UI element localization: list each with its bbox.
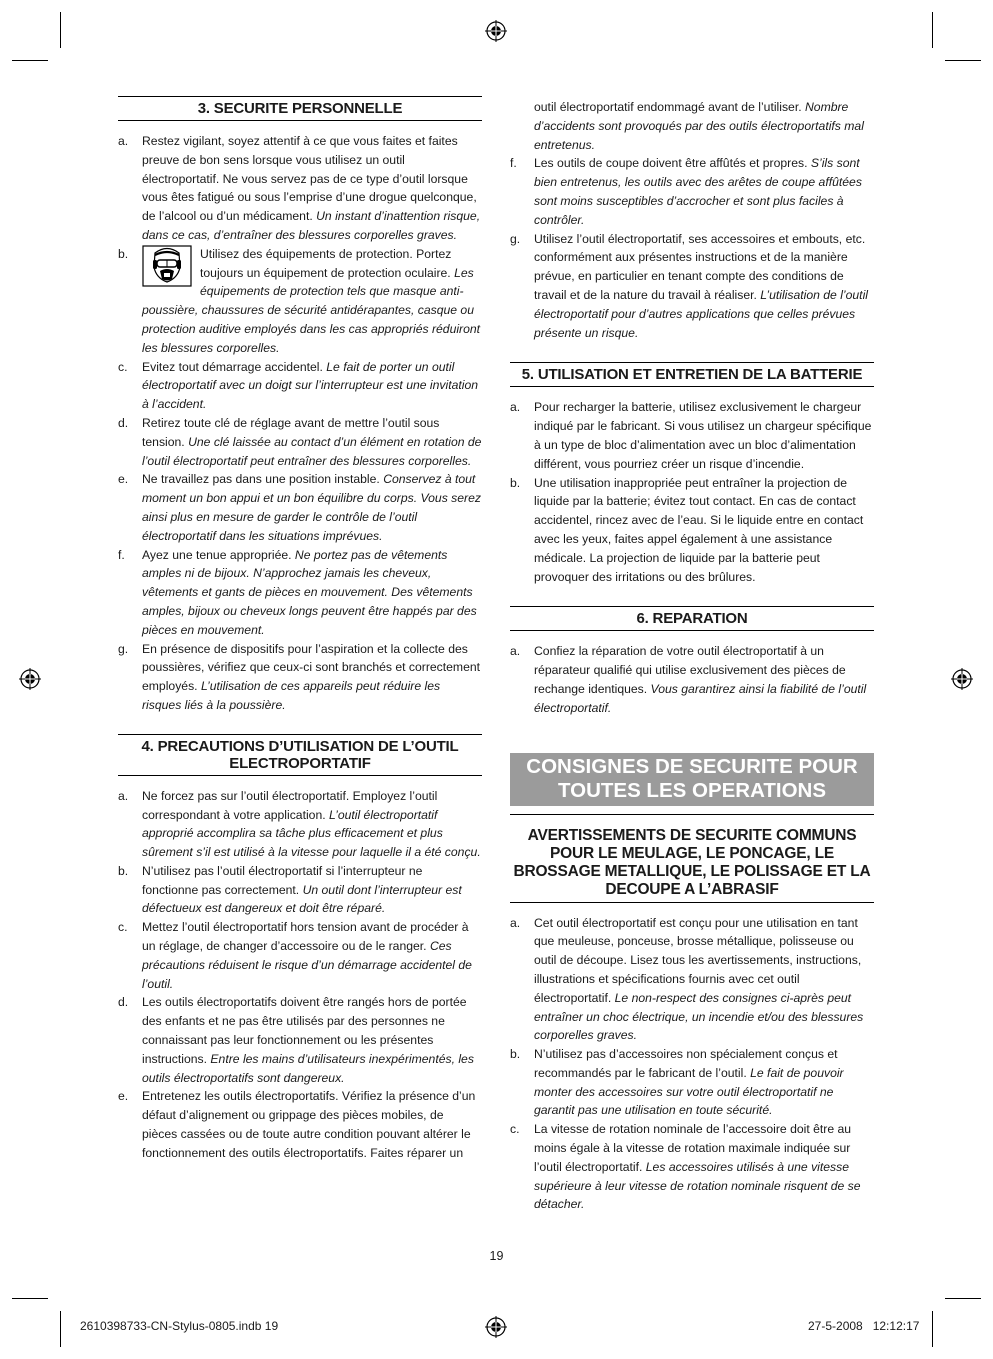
list-item: d. Les outils électroportatifs doivent être rangés hors de portée des enfants et ne pas être utilisés par des personnes ne connaissant pas leur fonctionnement ou les présentes instructions. Entre les mains d’utilisateurs inexpérimentés, les outils électroportatifs sont dangereux.	[118, 995, 474, 1085]
crop-mark-bl-v	[60, 1311, 61, 1347]
section-4-continued-list	[510, 98, 874, 342]
crop-mark-tl-h	[12, 60, 48, 61]
safety-banner: CONSIGNES DE SECURITE POUR TOUTES LES OPERATIONS	[510, 753, 874, 806]
list-item: c. La vitesse de rotation nominale de l’accessoire doit être au moins égale à la vitesse de rotation maximale indiquée sur l’outil électroportatif. Les accessoires utilisés à une vitesse supérieure à leur vitesse de rotation nominale risquent de se détacher.	[510, 1122, 861, 1212]
list-item: a. Confiez la réparation de votre outil électroportatif à un réparateur qualifié qui utilise exclusivement des pièces de rechange identiques. Vous garantirez ainsi la fiabilité de l’outil électroportatif.	[510, 644, 867, 715]
list-item: f. Ayez une tenue appropriée. Ne portez pas de vêtements amples ni de bijoux. N’approchez jamais les cheveux, vêtements et gants de pièces en mouvement. Des vêtements amples, bijoux ou cheveux longs peuvent être happés par des pièces en mouvement.	[118, 547, 477, 637]
common-warnings-heading: AVERTISSEMENTS DE SECURITE COMMUNS POUR LE MEULAGE, LE PONCAGE, LE BROSSAGE METALLIQUE, LE POLISSAGE ET LA DECOUPE A L’ABRASIF	[510, 814, 874, 903]
list-item: e. Ne travaillez pas dans une position instable. Conservez à tout moment un bon appui et un bon équilibre du corps. Vous serez ainsi plus en mesure de garder le contrôle de l’outil électroportatif dans les situations imprévues.	[118, 472, 481, 543]
list-item: g. Utilisez l’outil électroportatif, ses accessoires et embouts, etc. conformément aux présentes instructions et de la manière prévue, en particulier en tenant compte des conditions de travail et de la nature du travail à réaliser. L’utilisation de l’outil électroportatif pour d’autres applications que celles prévues présente un risque.	[510, 231, 868, 340]
registration-mark-left-icon	[19, 668, 41, 690]
list-item: a. Ne forcez pas sur l’outil électroportatif. Employez l’outil correspondant à votre application. L’outil électroportatif approprié accomplira sa tâche plus efficacement et plus sûrement s’il est utilisé à la vitesse pour laquelle il a été conçu.	[118, 788, 481, 860]
footer-timestamp: 27-5-2008 12:12:17	[808, 1319, 920, 1333]
list-item: c. Mettez l’outil électroportatif hors tension avant de procéder à un réglage, de changer d’accessoire ou de le ranger. Ces précautions réduisent le risque d’un démarrage accidentel de l’outil.	[118, 920, 472, 991]
section-6-list	[510, 642, 874, 717]
page-number: 19	[489, 1249, 504, 1263]
crop-mark-br-v	[932, 1311, 933, 1347]
section-3-heading: 3. SECURITE PERSONNELLE	[118, 96, 482, 121]
section-5-heading: 5. UTILISATION ET ENTRETIEN DE LA BATTERIE	[510, 362, 874, 387]
list-item: a. Pour recharger la batterie, utilisez exclusivement le chargeur indiqué par le fabricant. Si vous utilisez un chargeur spécifique à un type de bloc d’alimentation avec un bloc d’alimentation différent, vous pourriez créer un risque d’incendie.	[510, 400, 872, 471]
crop-mark-tr-h	[945, 60, 981, 61]
crop-mark-br-h	[945, 1298, 981, 1299]
list-item: b. Une utilisation inappropriée peut entraîner la projection de liquide par la batterie; évitez tout contact. En cas de contact accidentel, rincez avec de l’eau. Si le liquide entre en contact avec les yeux, faites appel également à une assistance médicale. La projection de liquide par la batterie peut provoquer des irritations ou des brûlures.	[510, 475, 864, 584]
registration-mark-top-icon	[485, 20, 507, 42]
list-item: a. Cet outil électroportatif est conçu pour une utilisation en tant que meuleuse, ponceuse, brosse métallique, polisseuse ou outil de découpe. Lisez tous les avertissements, instructions, illustrations et spécifications fournis avec cet outil électroportatif. Le non-respect des consignes ci-après peut entraîner un choc électrique, un incendie et/ou des blessures corporelles graves.	[510, 915, 864, 1043]
common-warnings-list	[510, 914, 874, 1215]
right-column	[510, 98, 874, 1214]
registration-mark-bottom-icon	[485, 1316, 507, 1338]
section-4-list	[118, 787, 482, 1163]
list-item: c. Evitez tout démarrage accidentel. Le fait de porter un outil électroportatif avec un doigt sur l’interrupteur est une invitation à l’accident.	[118, 359, 479, 412]
list-item: b. Utilisez des équipements de protection. Portez toujours un équipement de protection oculaire. Les équipements de protection tels que masque anti-poussière, chaussures de sécurité antidérapantes, casque ou protection auditive employés dans les cas appropriés réduiront les blessures corporelles.	[118, 246, 481, 355]
list-item: outil électroportatif endommagé avant de l’utiliser. Nombre d’accidents sont provoqués par des outils électroportatifs mal entretenus.	[534, 100, 864, 152]
left-column	[118, 96, 482, 1163]
list-item: b. N’utilisez pas l’outil électroportatif si l’interrupteur ne fonctionne pas correctement. Un outil dont l’interrupteur est défectueux est dangereux et doit être réparé.	[118, 863, 462, 916]
list-item: a. Restez vigilant, soyez attentif à ce que vous faites et faites preuve de bon sens lorsque vous utilisez un outil électroportatif. Ne vous servez pas de ce type d’outil lorsque vous êtes fatigué ou sous l’emprise d’une drogue quelconque, de l’alcool ou d’un médicament. Un instant d’inattention risque, dans ce cas, d’entraîner des blessures corporelles graves.	[118, 134, 481, 242]
registration-mark-right-icon	[951, 668, 973, 690]
section-5-list	[510, 398, 874, 586]
section-4-heading: 4. PRECAUTIONS D’UTILISATION DE L’OUTIL ELECTROPORTATIF	[118, 734, 482, 776]
list-item: g. En présence de dispositifs pour l’aspiration et la collecte des poussières, vérifiez que ceux-ci sont branchés et correctement employés. L’utilisation de ces appareils peut réduire les risques liés à la poussière.	[118, 641, 481, 712]
protective-equipment-icon	[142, 245, 192, 287]
section-6-heading: 6. REPARATION	[510, 606, 874, 631]
list-item: d. Retirez toute clé de réglage avant de mettre l’outil sous tension. Une clé laissée au contact d’un élément en rotation de l’outil électroportatif peut entraîner des blessures corporelles.	[118, 415, 482, 468]
footer-file-name: 2610398733-CN-Stylus-0805.indb 19	[80, 1319, 279, 1333]
list-item: b. N’utilisez pas d’accessoires non spécialement conçus et recommandés par le fabricant de l’outil. Le fait de pouvoir monter des accessoires sur votre outil électroportatif ne garantit pas une utilisation en toute sécurité.	[510, 1047, 844, 1118]
list-item: e. Entretenez les outils électroportatifs. Vérifiez la présence d’un défaut d’alignement ou grippage des pièces mobiles, de pièces cassées ou de toute autre condition pouvant altérer le fonctionnement des outils électroportatifs. Faites réparer un	[118, 1089, 476, 1160]
crop-mark-bl-h	[12, 1298, 48, 1299]
crop-mark-tr-v	[932, 12, 933, 48]
section-3-list	[118, 132, 482, 715]
crop-mark-tl-v	[60, 12, 61, 48]
list-item: f. Les outils de coupe doivent être affûtés et propres. S’ils sont bien entretenus, les outils avec des arêtes de coupe affûtées sont moins susceptibles d’accrocher et sont plus faciles à contrôler.	[510, 156, 862, 227]
